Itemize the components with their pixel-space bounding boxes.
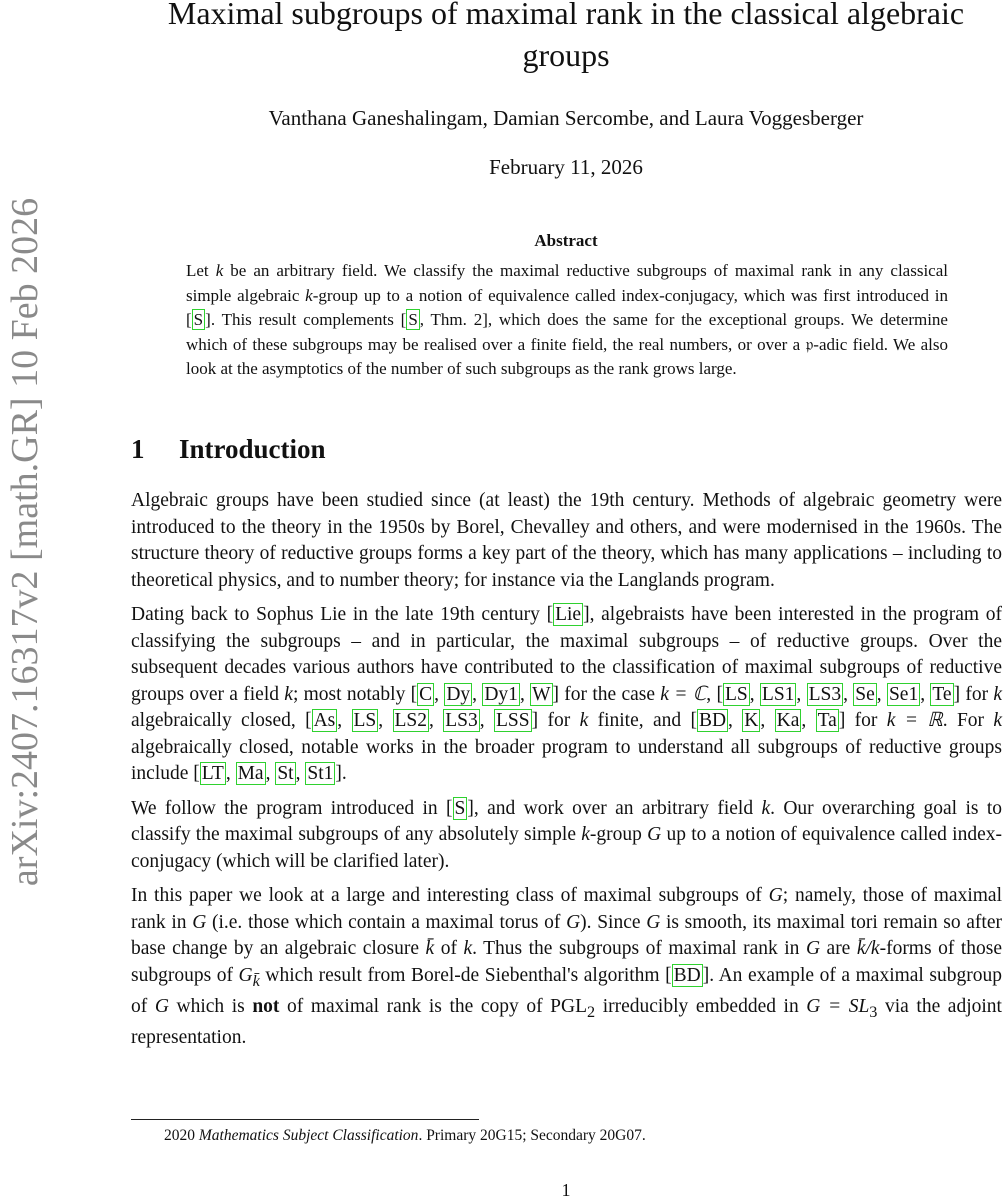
- citation-link[interactable]: St: [277, 763, 294, 784]
- paper-title: Maximal subgroups of maximal rank in the classical algebraic groups: [167, 0, 965, 73]
- paragraph: Dating back to Sophus Lie in the late 19th century [ Lie ], algebraists have been interested in the program of classifying the subgroups – and in particular, the maximal subgroups – of reductive groups. Over the subsequent decades various authors have contributed to the classification of maximal subgroups of reductive groups over a field k; most notably [ C , Dy , Dy1 , W ] for the case k = ℂ, [ LS , LS1 , LS3 , Se , Se1 , Te ] for k algebraically closed, [ As , LS , LS2 , LS3 , LSS ] for k finite, and [ BD , K , Ka , Ta ] for k = ℝ. For k algebraically closed, notable works in the broader program to understand all subgroups of reductive groups include [ LT , Ma , St , St1 ].: [131, 604, 1003, 784]
- citation-group: [ As , LS , LS2 , LS3 , LSS ]: [305, 710, 539, 731]
- citation-link[interactable]: S: [193, 310, 204, 329]
- citation-link[interactable]: Dy: [446, 683, 471, 705]
- citation-link[interactable]: Dy1: [484, 683, 518, 705]
- citation-link[interactable]: S: [408, 310, 418, 329]
- abstract-body: Let k be an arbitrary field. We classify the maximal reductive subgroups of maximal rank in any classical simple algebraic k-group up to a notion of equivalence called index-conjugacy, which was first introduced in [ S ]. This result complements [ S , Thm. 2], which does the same for the exceptional groups. We determine which of these subgroups may be realised over a finite field, the real numbers, or over a 𝔭-adic field. We also look at the asymptotics of the number of such subgroups as the rank grows large.: [186, 261, 949, 378]
- citation-link[interactable]: LS3: [808, 683, 842, 705]
- citation-link[interactable]: As: [313, 710, 336, 731]
- citation-link[interactable]: LS1: [761, 683, 795, 705]
- section-heading: 1 Introduction: [131, 434, 326, 464]
- citation-link[interactable]: S: [454, 797, 466, 819]
- abstract-heading: Abstract: [534, 231, 598, 250]
- citation-link[interactable]: LT: [201, 763, 224, 784]
- paragraph: We follow the program introduced in [ S ], and work over an arbitrary field k. Our overarching goal is to classify the maximal subgroups of any absolutely simple k-group G up to a notion of equivalence called index-conjugacy (which will be clarified later).: [131, 797, 1002, 872]
- paragraph: Algebraic groups have been studied since (at least) the 19th century. Methods of algebraic geometry were introduced to the theory in the 1950s by Borel, Chevalley and others, and were modernised in the 1960s. The structure theory of reductive groups forms a key part of the theory, which has many applications – including to theoretical physics, and to number theory; for instance via the Langlands program.: [131, 490, 1002, 591]
- citation-link[interactable]: Se: [855, 683, 875, 705]
- authors: Vanthana Ganeshalingam, Damian Sercombe, and Laura Voggesberger: [268, 106, 864, 130]
- date: February 11, 2026: [489, 155, 643, 179]
- citation-link[interactable]: LS2: [394, 710, 428, 731]
- citation-link[interactable]: Ma: [237, 763, 264, 784]
- citation-link[interactable]: LSS: [496, 710, 530, 731]
- citation-link[interactable]: Ta: [817, 710, 837, 731]
- body-text: [131, 488, 1002, 1060]
- citation-link[interactable]: Se1: [888, 683, 919, 705]
- citation-link[interactable]: K: [744, 710, 759, 731]
- citation-link[interactable]: LS: [353, 710, 377, 731]
- citation-group: [ LT , Ma , St , St1 ]: [193, 763, 342, 784]
- citation-link[interactable]: C: [419, 683, 433, 705]
- citation-link[interactable]: Te: [932, 683, 952, 705]
- citation-link[interactable]: BD: [698, 710, 727, 731]
- paragraph: In this paper we look at a large and interesting class of maximal subgroups of G; namely, those of maximal rank in G (i.e. those which contain a maximal torus of G). Since G is smooth, its maximal tori remain so after base change by an algebraic closure k̄ of k. Thus the subgroups of maximal rank in G are k̄/k-forms of those subgroups of $G_{k̄}$ which result from Borel-de Siebenthal's algorithm [ BD ]. An example of a maximal subgroup of G which is not of maximal rank is the copy of $PGL_2$ irreducibly embedded in $G = SL_3$ via the adjoint representation.: [131, 885, 1002, 1049]
- footnote-rule: [131, 1119, 479, 1120]
- citation-link[interactable]: LS: [724, 683, 748, 705]
- page-number: 1: [561, 1180, 571, 1200]
- citation-link[interactable]: BD: [673, 964, 701, 986]
- citation-link[interactable]: Lie: [555, 604, 582, 625]
- citation-group: [ BD , K , Ka , Ta ]: [690, 710, 846, 731]
- citation-link[interactable]: W: [532, 683, 551, 705]
- citation-link[interactable]: St1: [307, 763, 334, 784]
- citation-group: [ LS , LS1 , LS3 , Se , Se1 , Te ]: [716, 683, 961, 705]
- citation-link[interactable]: LS3: [445, 710, 478, 731]
- arxiv-identifier: arXiv:2407.16317v2 [math.GR] 10 Feb 2026: [4, 197, 46, 887]
- footnote: 2020 Mathematics Subject Classification. Primary 20G15; Secondary 20G07.: [164, 1127, 646, 1144]
- citation-link[interactable]: Ka: [776, 710, 800, 731]
- citation-group: [ C , Dy , Dy1 , W ]: [410, 683, 560, 705]
